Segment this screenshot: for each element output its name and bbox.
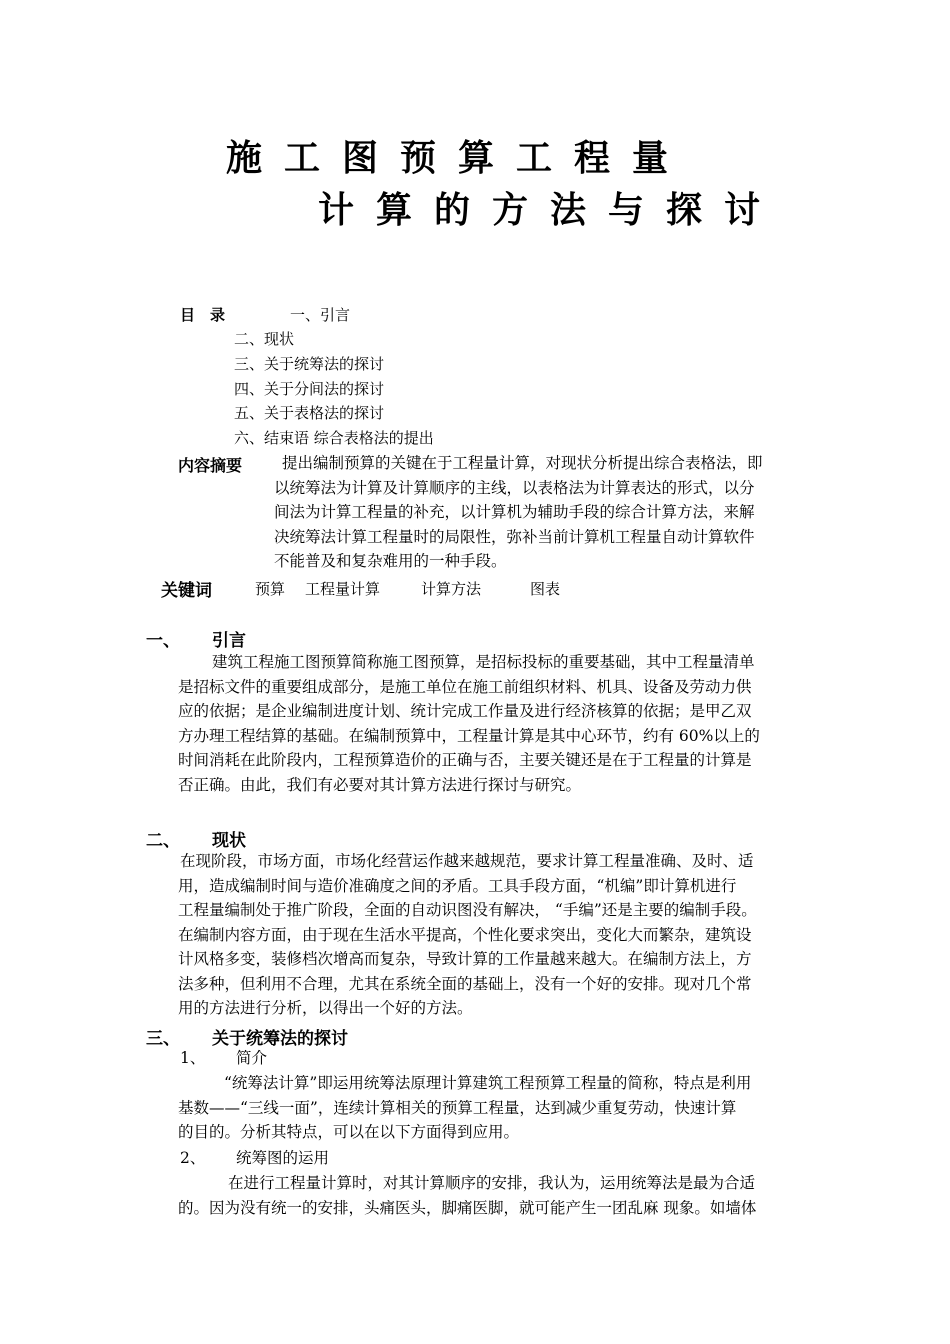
keywords-label: 关键词 <box>161 581 212 601</box>
abstract-label: 内容摘要 <box>178 456 243 475</box>
paragraph-line: 在进行工程量计算时，对其计算顺序的安排，我认为，运用统筹法是最为合适 <box>228 1174 756 1192</box>
section-2-body <box>178 849 757 1021</box>
toc-label: 目 录 <box>180 306 226 324</box>
abstract-line: 提出编制预算的关键在于工程量计算，对现状分析提出综合表格法，即 <box>282 454 763 472</box>
keyword: 图表 <box>530 580 561 598</box>
abstract-body <box>274 451 763 574</box>
subsection-1-number: 1、 <box>180 1049 206 1067</box>
title-line-1: 施工图预算工程量 <box>226 137 691 179</box>
section-2-number: 二、 <box>146 831 180 851</box>
abstract-line: 间法为计算工程量的补充，以计算机为辅助手段的综合计算方法，来解 <box>274 503 755 521</box>
paragraph-line: 应的依据；是企业编制进度计划、统计完成工作量及进行经济核算的依据；是甲乙双 <box>178 702 752 720</box>
abstract-line: 不能普及和复杂难用的一种手段。 <box>274 552 507 570</box>
paragraph-line: “统筹法计算”即运用统筹法原理计算建筑工程预算工程量的简称，特点是利用 <box>224 1074 752 1092</box>
section-3-title: 关于统筹法的探讨 <box>212 1029 348 1049</box>
subsection-2-number: 2、 <box>180 1149 206 1167</box>
toc-item: 四、关于分间法的探讨 <box>234 380 385 398</box>
subsection-1-title: 简介 <box>236 1049 268 1067</box>
section-1-title: 引言 <box>212 631 246 651</box>
toc-item: 五、关于表格法的探讨 <box>234 404 385 422</box>
section-3-number: 三、 <box>146 1029 180 1049</box>
toc-item: 六、结束语 综合表格法的提出 <box>234 429 434 447</box>
section-2-title: 现状 <box>212 831 246 851</box>
paragraph-line: 是招标文件的重要组成部分，是施工单位在施工前组织材料、机具、设备及劳动力供 <box>178 677 752 696</box>
subsection-2-body <box>178 1171 756 1220</box>
subsection-1-body <box>178 1071 751 1145</box>
section-1-number: 一、 <box>146 631 180 651</box>
paragraph-line: 在现阶段，市场方面，市场化经营运作越来越规范，要求计算工程量准确、及时、适 <box>180 852 754 870</box>
paragraph-line: 基数——“三线一面”，连续计算相关的预算工程量，达到减少重复劳动，快速计算 <box>178 1098 737 1117</box>
paragraph-line: 否正确。由此，我们有必要对其计算方法进行探讨与研究。 <box>178 775 582 794</box>
section-1-body <box>178 650 760 797</box>
paragraph-line: 方办理工程结算的基础。在编制预算中，工程量计算是其中心环节，约有 60%以上的 <box>178 726 760 745</box>
subsection-2-title: 统筹图的运用 <box>236 1149 330 1167</box>
paragraph-line: 的目的。分析其特点，可以在以下方面得到应用。 <box>178 1123 520 1141</box>
keyword: 预算 <box>255 580 286 598</box>
title-line-2: 计算的方法与探讨 <box>318 189 783 231</box>
paragraph-line: 的。因为没有统一的安排，头痛医头，脚痛医脚，就可能产生一团乱麻 现象。如墙体 <box>178 1198 757 1217</box>
toc-item: 二、现状 <box>234 330 295 348</box>
paragraph-line: 时间消耗在此阶段内，工程预算造价的正确与否，主要关键还是在于工程量的计算是 <box>178 751 752 769</box>
paragraph-line: 用的方法进行分析，以得出一个好的方法。 <box>178 999 473 1017</box>
paragraph-line: 工程量编制处于推广阶段，全面的自动识图没有解决， “手编”还是主要的编制手段。 <box>178 901 757 919</box>
keyword: 工程量计算 <box>305 580 381 598</box>
keyword: 计算方法 <box>421 580 482 598</box>
paragraph-line: 法多种，但利用不合理，尤其在系统全面的基础上，没有一个好的安排。现对几个常 <box>178 974 752 993</box>
abstract-line: 决统筹法计算工程量时的局限性，弥补当前计算机工程量自动计算软件 <box>274 527 755 546</box>
paragraph-line: 建筑工程施工图预算简称施工图预算，是招标投标的重要基础，其中工程量清单 <box>212 653 755 671</box>
paragraph-line: 在编制内容方面，由于现在生活水平提高，个性化要求突出，变化大而繁杂，建筑设 <box>178 925 752 944</box>
paragraph-line: 计风格多变，装修档次增高而复杂，导致计算的工作量越来越大。在编制方法上，方 <box>178 950 752 968</box>
abstract-line: 以统筹法为计算及计算顺序的主线，以表格法为计算表达的形式，以分 <box>274 478 755 497</box>
toc-item: 一、引言 <box>290 306 351 324</box>
paragraph-line: 用，造成编制时间与造价准确度之间的矛盾。工具手段方面，“机编”即计算机进行 <box>178 876 737 895</box>
toc-item: 三、关于统筹法的探讨 <box>234 355 385 373</box>
